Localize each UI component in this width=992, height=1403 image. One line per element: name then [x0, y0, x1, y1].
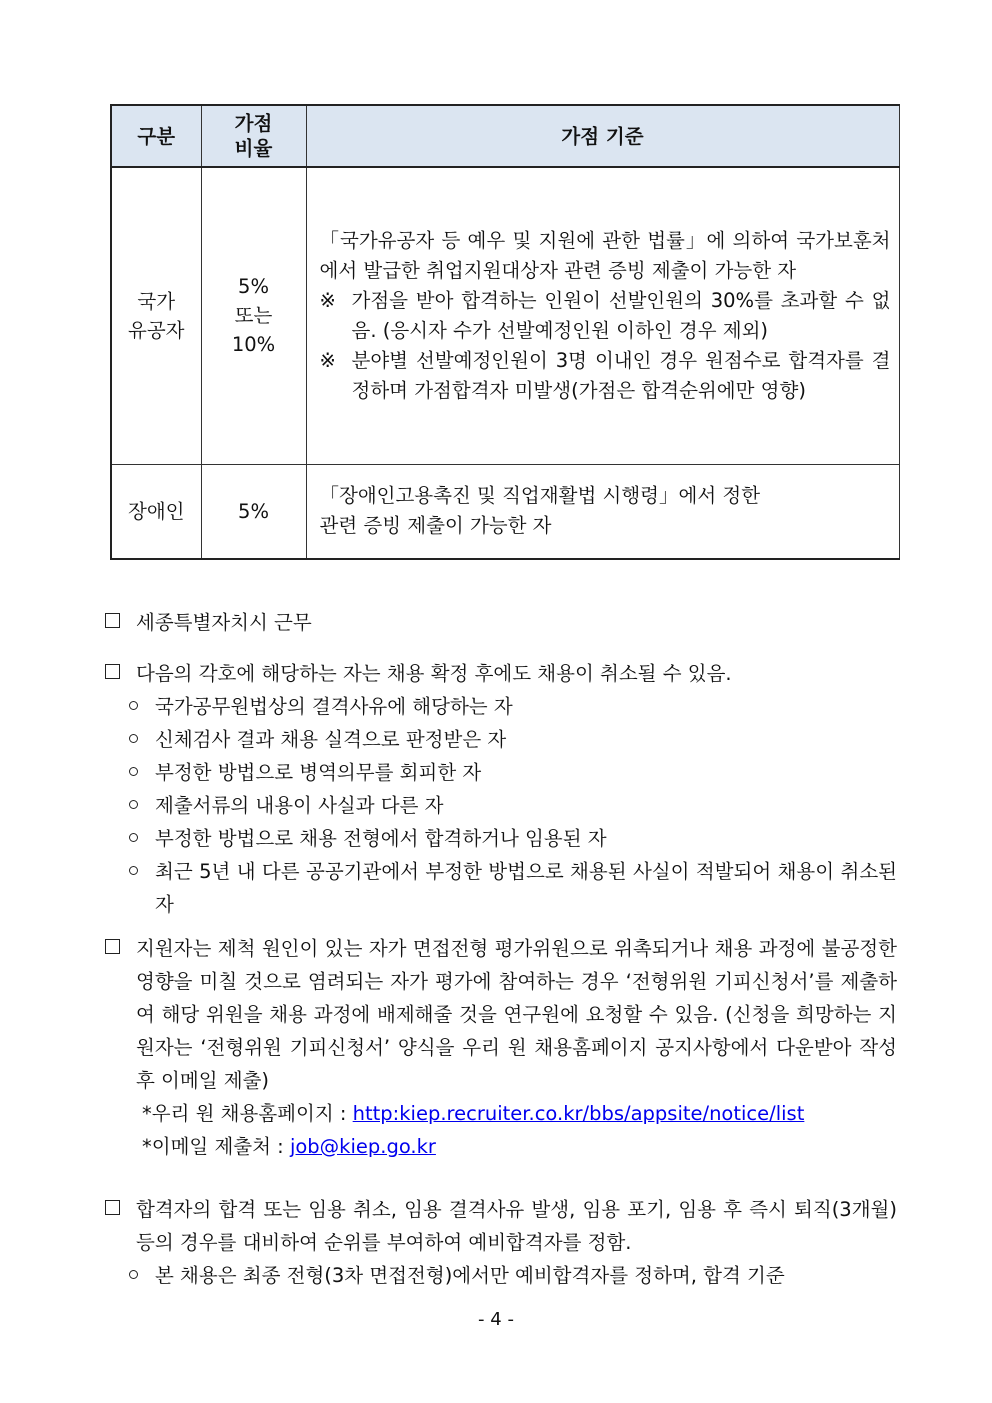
recusal-text: 지원자는 제척 원인이 있는 자가 면접전형 평가위원으로 위촉되거나 채용 과정에 불공정한 영향을 미칠 것으로 염려되는 자가 평가에 참여하는 경우 ‘전형위원 기피신청서’를 제출하여 해당 위원을 채용 과정에 배제해줄 것을 연구원에 요청할 수 있음. (신청을 희망하는 지원자는 ‘전형위원 기피신청서’ 양식을 우리 원 채용홈페이지 공지사항에서 다운받아 작성 후 이메일 제출)	[136, 937, 897, 1092]
circle-bullet-icon	[129, 734, 138, 743]
circle-bullet-icon	[129, 1270, 138, 1279]
circle-bullet-icon	[129, 767, 138, 776]
list-item: 최근 5년 내 다른 공공기관에서 부정한 방법으로 채용된 사실이 적발되어 채용이 취소된 자	[105, 855, 897, 921]
reserve-text: 합격자의 합격 또는 임용 취소, 임용 결격사유 발생, 임용 포기, 임용 후 즉시 퇴직(3개월) 등의 경우를 대비하여 순위를 부여하여 예비합격자를 정함.	[136, 1198, 897, 1254]
cell-criteria: 「장애인고용촉진 및 직업재활법 시행령」에서 정한 관련 증빙 제출이 가능한 자	[306, 464, 899, 559]
workplace-text: 세종특별자치시 근무	[136, 611, 312, 634]
checkbox-square-icon	[105, 1200, 120, 1215]
criteria-note: ※ 분야별 선발예정인원이 3명 이내인 경우 원점수로 합격자를 결정하며 가점합격자 미발생(가점은 합격순위에만 영향)	[320, 346, 891, 406]
header-ratio: 가점 비율	[201, 105, 306, 167]
list-item: 신체검사 결과 채용 실격으로 판정받은 자	[105, 723, 897, 756]
header-criteria: 가점 기준	[306, 105, 899, 167]
cell-ratio: 5%	[201, 464, 306, 559]
list-item: 국가공무원법상의 결격사유에 해당하는 자	[105, 690, 897, 723]
cell-category: 장애인	[111, 464, 201, 559]
email-line: *이메일 제출처 : job@kiep.go.kr	[142, 1135, 436, 1158]
criteria-text: 「국가유공자 등 예우 및 지원에 관한 법률」에 의하여 국가보훈처에서 발급한 취업지원대상자 관련 증빙 제출이 가능한 자	[319, 228, 891, 282]
section-recusal	[105, 932, 897, 1163]
checkbox-square-icon	[105, 664, 120, 679]
circle-bullet-icon	[129, 701, 138, 710]
checkbox-square-icon	[105, 939, 120, 954]
cancellation-title: 다음의 각호에 해당하는 자는 채용 확정 후에도 채용이 취소될 수 있음.	[136, 662, 732, 685]
homepage-line: *우리 원 채용홈페이지 : http:kiep.recruiter.co.kr/bbs/appsite/notice/list	[142, 1102, 805, 1125]
section-reserve	[105, 1193, 897, 1292]
table-row-veterans	[111, 167, 899, 464]
circle-bullet-icon	[129, 800, 138, 809]
circle-bullet-icon	[129, 833, 138, 842]
list-item: 부정한 방법으로 채용 전형에서 합격하거나 임용된 자	[105, 822, 897, 855]
list-item: 제출서류의 내용이 사실과 다른 자	[105, 789, 897, 822]
table-row-disabled	[111, 464, 899, 559]
page-number: - 4 -	[478, 1309, 514, 1330]
table-header-row	[111, 105, 899, 167]
homepage-link[interactable]: http:kiep.recruiter.co.kr/bbs/appsite/notice/list	[352, 1102, 805, 1125]
email-link[interactable]: job@kiep.go.kr	[289, 1135, 436, 1158]
header-category: 구분	[111, 105, 201, 167]
list-item: 본 채용은 최종 전형(3차 면접전형)에서만 예비합격자를 정하며, 합격 기준	[105, 1259, 897, 1292]
cell-criteria	[306, 167, 899, 464]
cell-category: 국가 유공자	[111, 167, 201, 464]
criteria-note: ※ 가점을 받아 합격하는 인원이 선발인원의 30%를 초과할 수 없음. (응시자 수가 선발예정인원 이하인 경우 제외)	[320, 286, 891, 346]
checkbox-square-icon	[105, 613, 120, 628]
reference-mark-icon: ※	[319, 288, 336, 312]
list-item: 부정한 방법으로 병역의무를 회피한 자	[105, 756, 897, 789]
circle-bullet-icon	[129, 866, 138, 875]
cell-ratio: 5% 또는 10%	[201, 167, 306, 464]
reference-mark-icon: ※	[319, 348, 336, 372]
section-workplace	[105, 606, 897, 639]
bonus-points-table	[110, 104, 900, 560]
section-cancellation	[105, 657, 897, 921]
